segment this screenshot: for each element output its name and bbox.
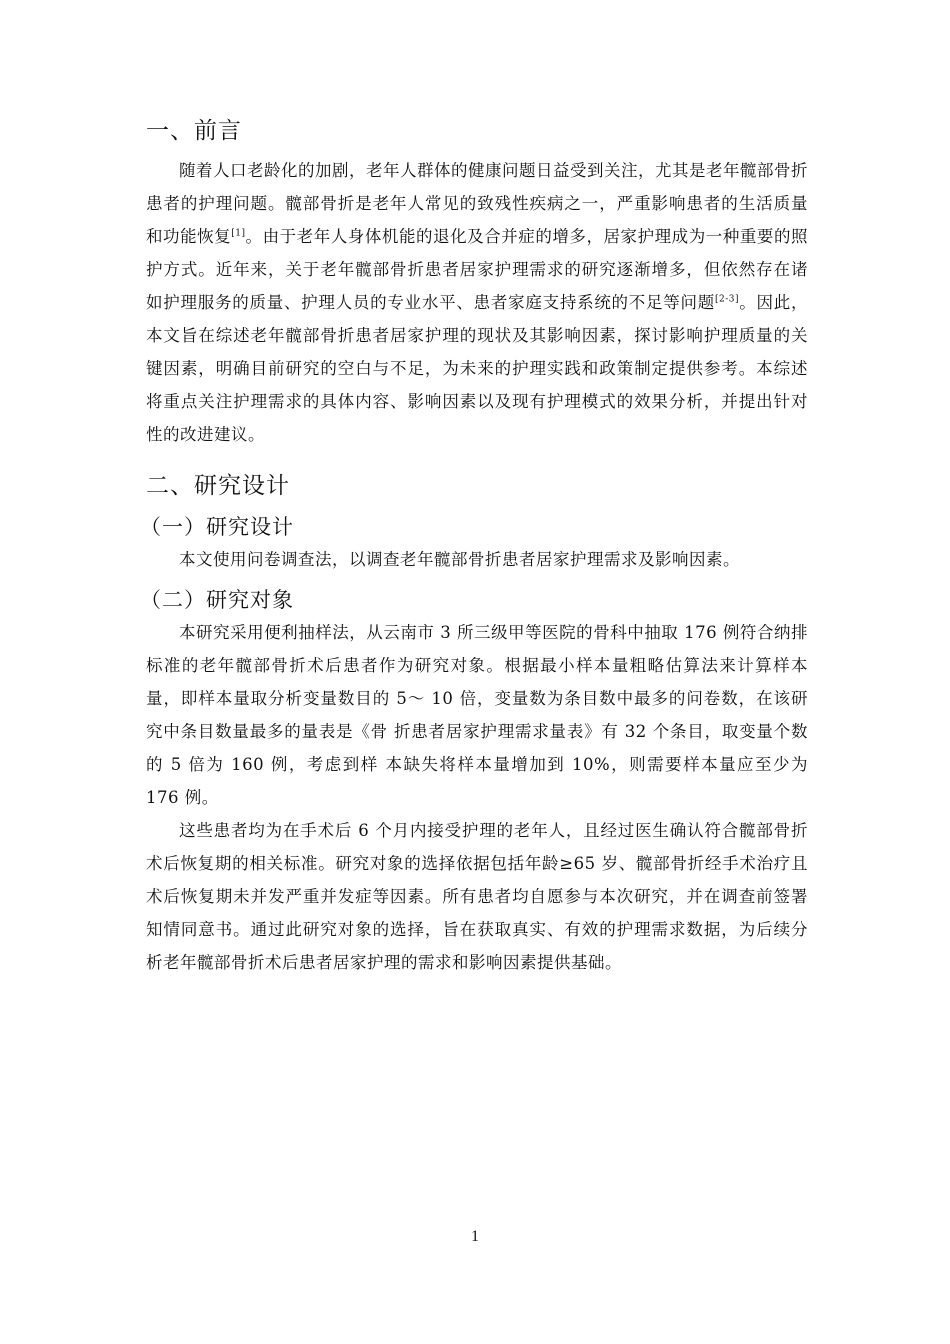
section-heading-preface: 一、前言 [146, 118, 242, 144]
page-content [140, 110, 809, 979]
paragraph-preface [146, 154, 808, 451]
page-number: 1 [471, 1228, 479, 1245]
paragraph-subjects-criteria: 这些患者均为在手术后 6 个月内接受护理的老年人，且经过医生确认符合髋部骨折术后恢复期的相关标准。研究对象的选择依据包括年龄≥65 岁、髋部骨折经手术治疗且术后恢复期未并发严重并发症等因素。所有患者均自愿参与本次研究，并在调查前签署知情同意书。通过此研究对象的选择，旨在获取真实、有效的护理需求数据，为后续分析老年髋部骨折术后患者居家护理的需求和影响因素提供基础。 [146, 821, 808, 972]
citation-1: [1] [231, 228, 246, 239]
subsection-heading-subjects: （二）研究对象 [140, 588, 294, 612]
citation-2-3: [2-3] [715, 294, 740, 305]
preface-text-3: 。因此，本文旨在综述老年髋部骨折患者居家护理的现状及其影响因素，探讨影响护理质量的关键因素，明确目前研究的空白与不足，为未来的护理实践和政策制定提供参考。本综述将重点关注护理需求的具体内容、影响因素以及现有护理模式的效果分析，并提出针对性的改进建议。 [146, 293, 809, 444]
subsection-heading-design: （一）研究设计 [140, 515, 294, 539]
preface-text-1: 随着人口老龄化的加剧，老年人群体的健康问题日益受到关注，尤其是老年髋部骨折患者的护理问题。髋部骨折是老年人常见的致残性疾病之一，严重影响患者的生活质量和功能恢复 [146, 161, 808, 246]
paragraph-design: 本文使用问卷调查法，以调查老年髋部骨折患者居家护理需求及影响因素。 [179, 550, 740, 569]
paragraph-subjects-sampling: 本研究采用便利抽样法，从云南市 3 所三级甲等医院的骨科中抽取 176 例符合纳排标准的老年髋部骨折术后患者作为研究对象。根据最小样本量粗略估算法来计算样本量，即样本量取分析变量数目的 5～ 10 倍，变量数为条目数中最多的问卷数，在该研究中条目数量最多的量表是《骨 折患者居家护理需求量表》有 32 个条目，取变量个数的 5 倍为 160 例，考虑到样 本缺失将样本量增加到 10%，则需要样本量应至少为 176 例。 [146, 623, 808, 807]
preface-text-2: 。由于老年人身体机能的退化及合并症的增多，居家护理成为一种重要的照护方式。近年来，关于老年髋部骨折患者居家护理需求的研究逐渐增多，但依然存在诸如护理服务的质量、护理人员的专业水平、患者家庭支持系统的不足等问题 [146, 227, 809, 312]
section-heading-research-design: 二、研究设计 [146, 473, 290, 499]
